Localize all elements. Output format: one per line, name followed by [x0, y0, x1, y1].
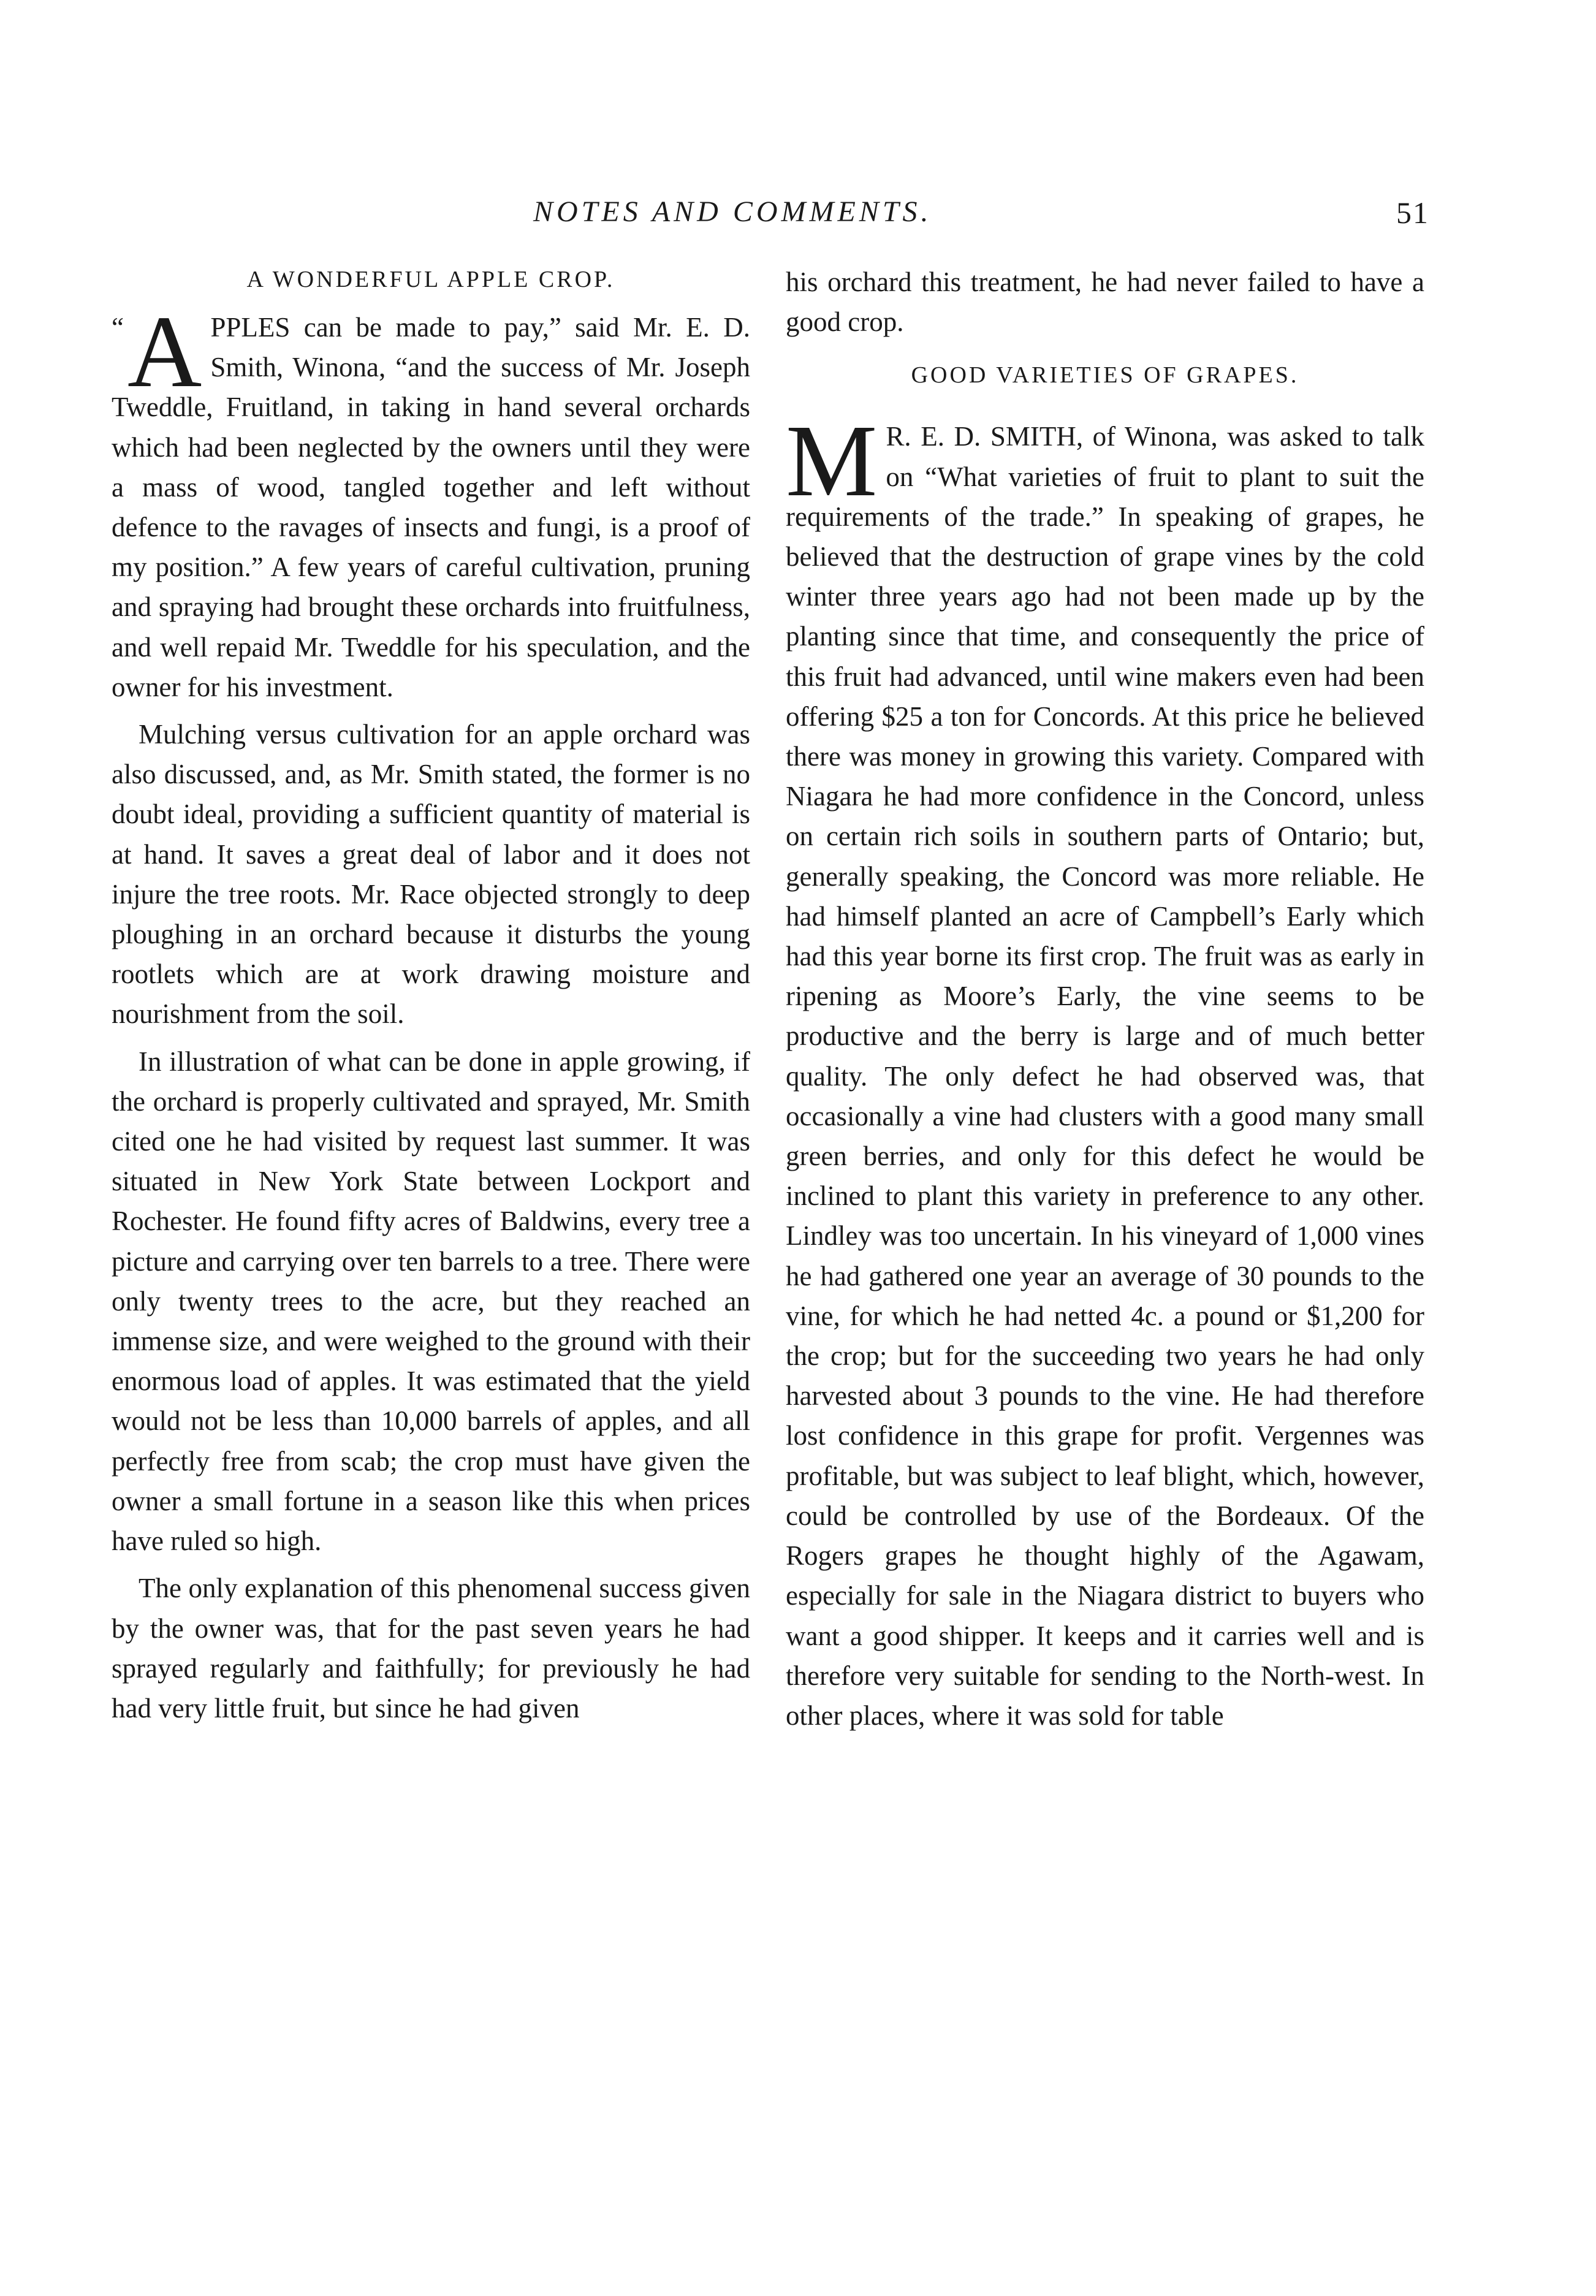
right-column [786, 262, 1424, 1736]
article-paragraph: The only explanation of this phenomenal success given by the owner was, that for the past seven years he had sprayed regularly and faithfully; for previously he had had very little fruit, but since he had given [112, 1573, 750, 1724]
article-first-paragraph [786, 404, 1424, 1736]
article-paragraph: Mulching versus cultivation for an apple orchard was also discussed, and, as Mr. Smith stated, the former is no doubt ideal, providing a sufficient quantity of material is at hand. It saves a great deal of labor and it does not injure the tree roots. Mr. Race objected strongly to deep ploughing in an orchard because it disturbs the young rootlets which are at work drawing moisture and nourishment from the soil. [112, 719, 750, 1030]
running-title: NOTES AND COMMENTS. [533, 196, 932, 228]
article-first-paragraph [112, 295, 750, 707]
page-number: 51 [1396, 196, 1429, 230]
left-column [112, 262, 750, 1728]
first-paragraph-text: PPLES can be made to pay,” said Mr. E. D. Smith, Winona, “and the success of Mr. Joseph Tweddle, Fruitland, in taking in hand several orchards which had been neglected by the owners until they were a mass of wood, tangled together and left without defence to the ravages of insects and fungi, is a proof of my position.” A few years of careful cultivation, pruning and spraying had brought these orchards into fruitfulness, and well repaid Mr. Tweddle for his speculation, and the owner for his investment. [112, 312, 750, 702]
running-head [0, 195, 1596, 232]
continued-paragraph: his orchard this treatment, he had never failed to have a good crop. [786, 267, 1424, 338]
first-paragraph-text: R. E. D. SMITH, of Winona, was asked to talk on “What varieties of fruit to plant to suit the requirements of the trade.” In speaking of grapes, he believed that the destruction of grape vines by the cold winter three years ago had not been made up by the planting since that time, and consequently the price of this fruit had advanced, until wine makers even had been offering $25 a ton for Concords. At this price he believed there was money in growing this variety. Compared with Niagara he had more confidence in the Concord, unless on certain rich soils in southern parts of Ontario; but, generally speaking, the Concord was more reliable. He had himself planted an acre of Campbell’s Early which had this year borne its first crop. The fruit was as early in ripening as Moore’s Early, the vine seems to be productive and the berry is large and of much better quality. The only defect he had observed was, that occasionally a vine had clusters with a good many small green berries, and only for this defect he would be inclined to plant this variety in preference to any other. Lindley was too uncertain. In his vineyard of 1,000 vines he had gathered one year an average of 30 pounds to the vine, for which he had netted 4c. a pound or $1,200 for the crop; but for the succeeding two years he had only harvested about 3 pounds to the vine. He had therefore lost confidence in this grape for profit. Vergennes was profitable, but was subject to leaf blight, which, however, could be controlled by use of the Bordeaux. Of the Rogers grapes he thought highly of the Agawam, especially for sale in the Niagara district to buyers who want a good shipper. It keeps and it carries well and is therefore very suitable for sending to the North-west. In other places, where it was sold for table [786, 421, 1424, 1731]
drop-cap: A [127, 295, 202, 409]
section-title-apple-crop: A WONDERFUL APPLE CROP. [246, 267, 615, 292]
section-title-grapes: GOOD VARIETIES OF GRAPES. [911, 362, 1299, 389]
article-paragraph: In illustration of what can be done in apple growing, if the orchard is properly cultivated and sprayed, Mr. Smith cited one he had visited by request last summer. It was situated in New York State between Lockport and Rochester. He found fifty acres of Baldwins, every tree a picture and carrying over ten barrels to a tree. There were only twenty trees to the acre, but they reached an immense size, and were weighed to the ground with their enormous load of apples. It was estimated that the yield would not be less than 10,000 barrels of apples, and all perfectly free from scab; the crop must have given the owner a small fortune in a season like this when prices have ruled so high. [112, 1046, 750, 1557]
opening-quote: “ [112, 312, 124, 343]
drop-cap: M [786, 404, 878, 519]
